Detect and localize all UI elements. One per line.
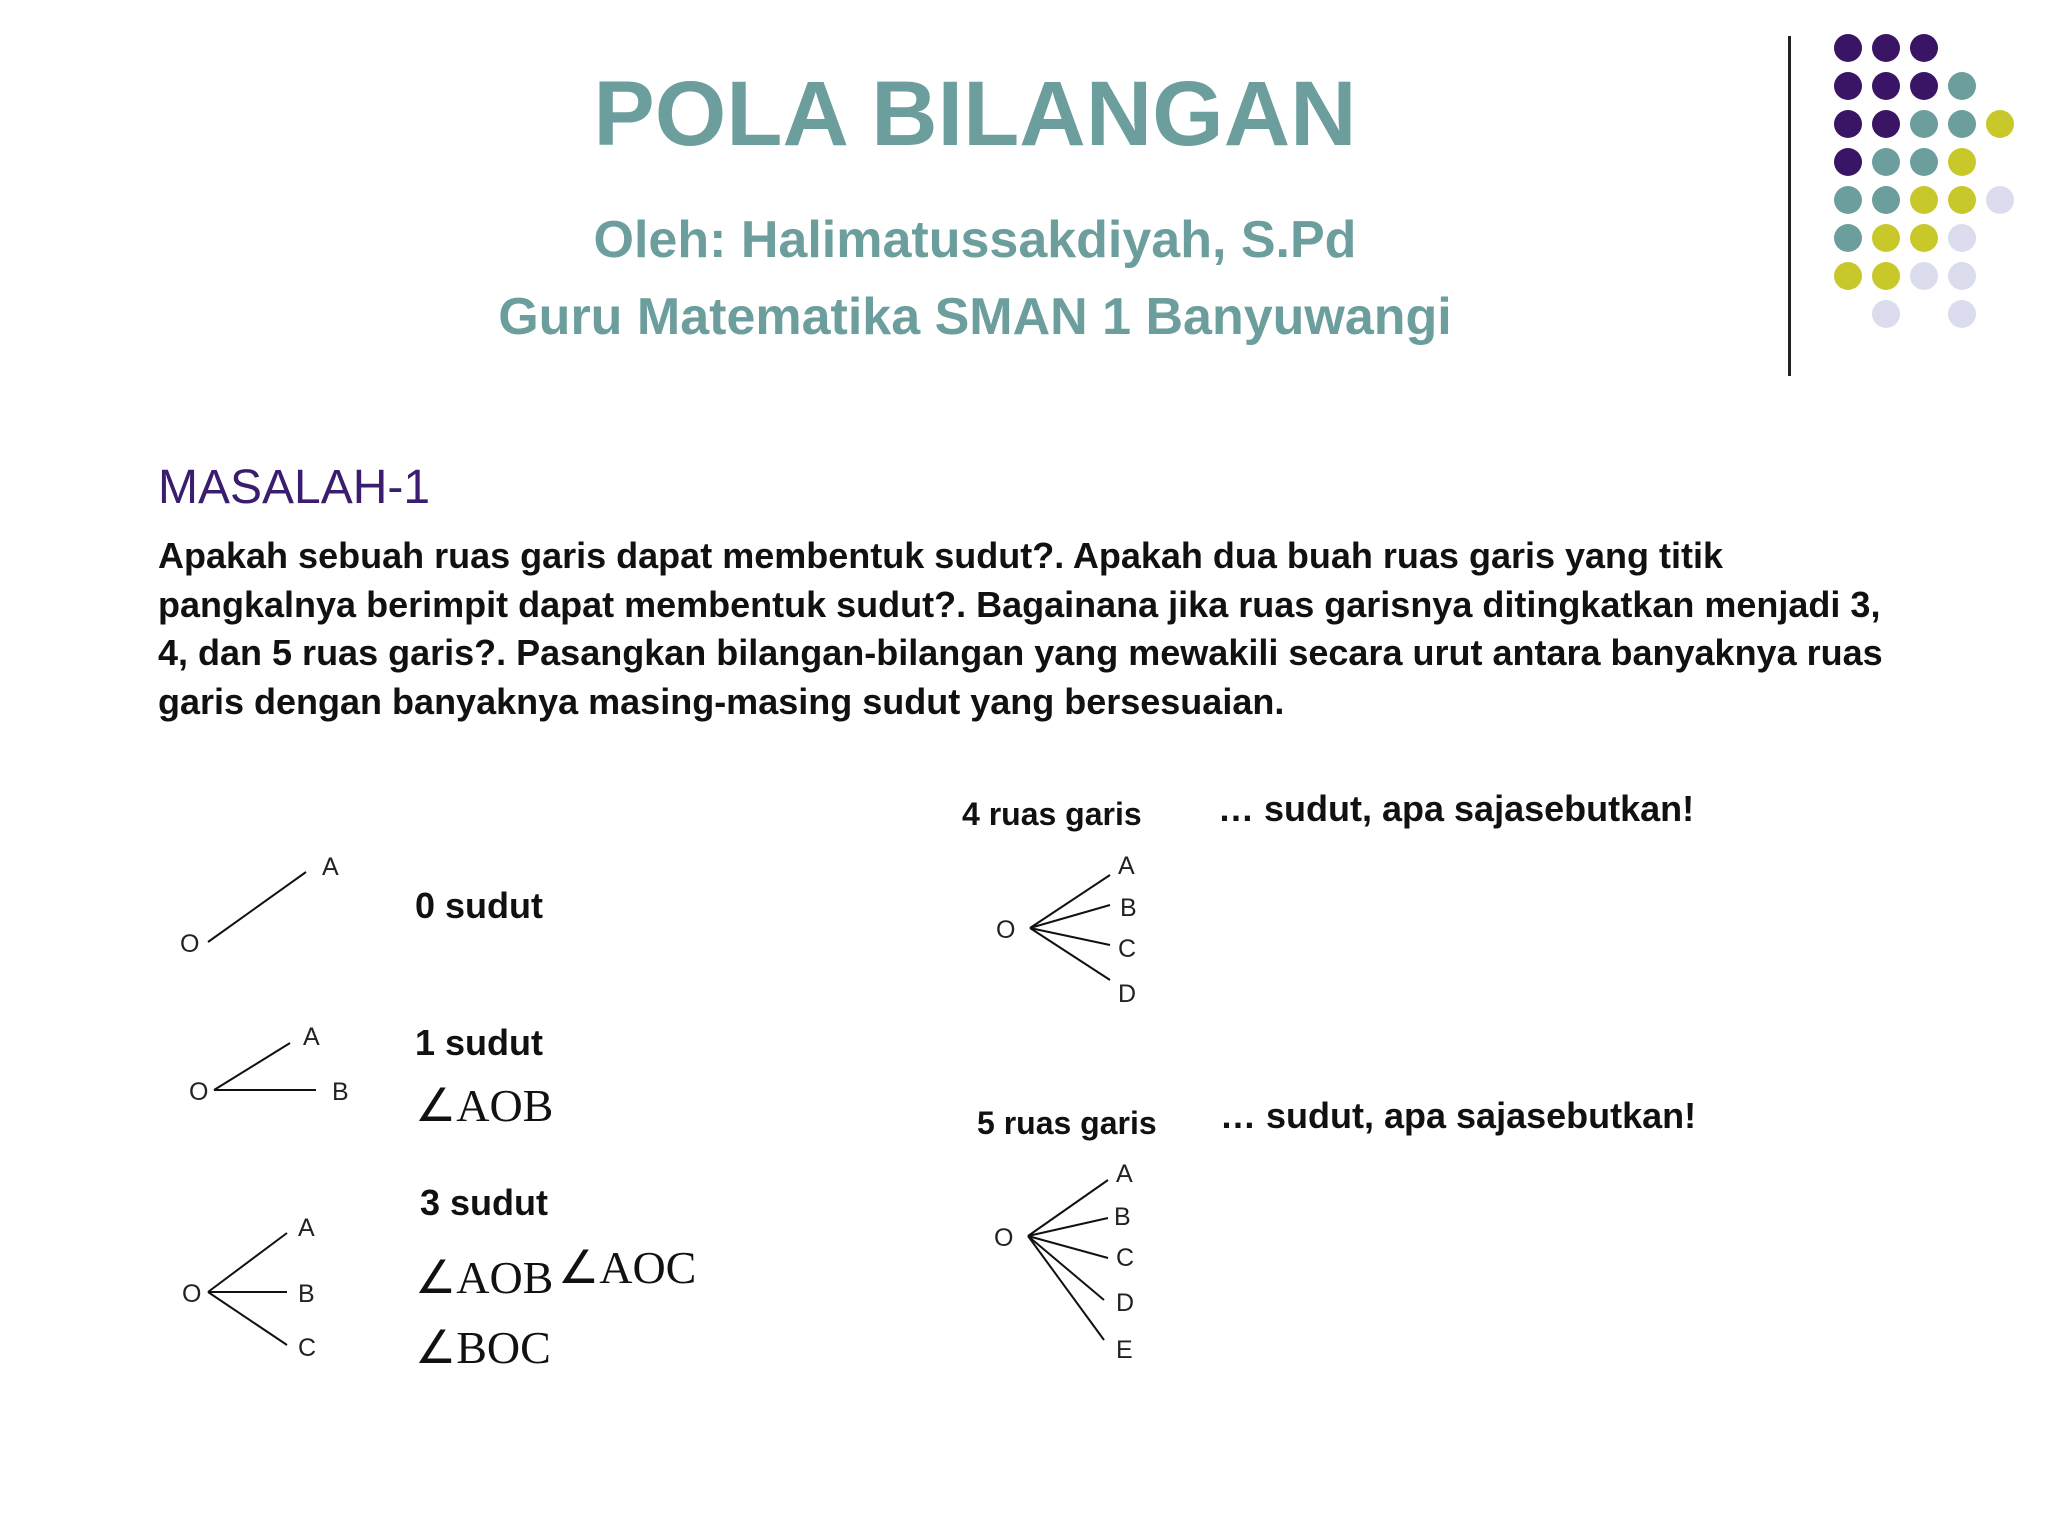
label-3-sudut: 3 sudut bbox=[420, 1182, 549, 1223]
segment-oa bbox=[208, 872, 306, 942]
segment-ob bbox=[1030, 905, 1110, 928]
figure-two-segments bbox=[189, 1023, 349, 1106]
label-1-sudut: 1 sudut bbox=[415, 1022, 544, 1063]
point-o: O bbox=[189, 1078, 209, 1106]
point-a: A bbox=[322, 853, 339, 881]
angle-boc: ∠BOC bbox=[415, 1322, 551, 1373]
prompt-4-ruas: … sudut, apa sajasebutkan! bbox=[1218, 788, 1695, 829]
point-e: E bbox=[1116, 1336, 1133, 1364]
problem-text: Apakah sebuah ruas garis dapat membentuk sudut?. Apakah dua buah ruas garis yang titik pangkalnya berimpit dapat membentuk sudut?. Bagainana jika ruas garisnya ditingkatkan menjadi 3, 4, dan 5 ruas garis?. Pasangkan bilangan-bilangan yang mewakili secara urut antara banyaknya ruas garis dengan banyaknya masing-masing sudut yang bersesuaian. bbox=[158, 535, 1883, 722]
segment-oa bbox=[1030, 875, 1110, 928]
segment-oe bbox=[1028, 1236, 1104, 1340]
label-4-ruas-garis: 4 ruas garis bbox=[962, 796, 1142, 832]
figure-one-segment bbox=[180, 853, 339, 958]
figure-three-segments bbox=[182, 1214, 316, 1362]
point-b: B bbox=[332, 1078, 349, 1106]
point-a: A bbox=[1116, 1160, 1133, 1188]
point-c: C bbox=[1116, 1244, 1135, 1272]
author-line: Oleh: Halimatussakdiyah, S.Pd bbox=[593, 211, 1357, 269]
point-o: O bbox=[994, 1224, 1014, 1252]
segment-oa bbox=[214, 1043, 290, 1090]
role-line: Guru Matematika SMAN 1 Banyuwangi bbox=[498, 288, 1452, 346]
figure-four-segments bbox=[996, 852, 1137, 1008]
point-o: O bbox=[180, 930, 200, 958]
point-a: A bbox=[303, 1023, 320, 1051]
segment-oc bbox=[208, 1292, 287, 1345]
problem-heading: MASALAH-1 bbox=[158, 461, 431, 514]
point-d: D bbox=[1118, 980, 1137, 1008]
point-c: C bbox=[298, 1334, 317, 1362]
figure-five-segments bbox=[994, 1160, 1134, 1364]
slide-title: POLA BILANGAN bbox=[593, 63, 1357, 165]
point-o: O bbox=[182, 1280, 202, 1308]
segment-oa bbox=[208, 1233, 287, 1292]
label-5-ruas-garis: 5 ruas garis bbox=[977, 1105, 1157, 1141]
point-d: D bbox=[1116, 1289, 1135, 1317]
point-b: B bbox=[1114, 1203, 1131, 1231]
point-c: C bbox=[1118, 935, 1137, 963]
angle-aob: ∠AOB bbox=[415, 1080, 554, 1131]
angle-aob-2: ∠AOB bbox=[415, 1252, 554, 1303]
point-a: A bbox=[1118, 852, 1135, 880]
label-0-sudut: 0 sudut bbox=[415, 885, 544, 926]
prompt-5-ruas: … sudut, apa sajasebutkan! bbox=[1220, 1095, 1697, 1136]
point-o: O bbox=[996, 916, 1016, 944]
angle-aoc: ∠AOC bbox=[558, 1242, 697, 1293]
point-b: B bbox=[1120, 894, 1137, 922]
point-a: A bbox=[298, 1214, 315, 1242]
point-b: B bbox=[298, 1280, 315, 1308]
